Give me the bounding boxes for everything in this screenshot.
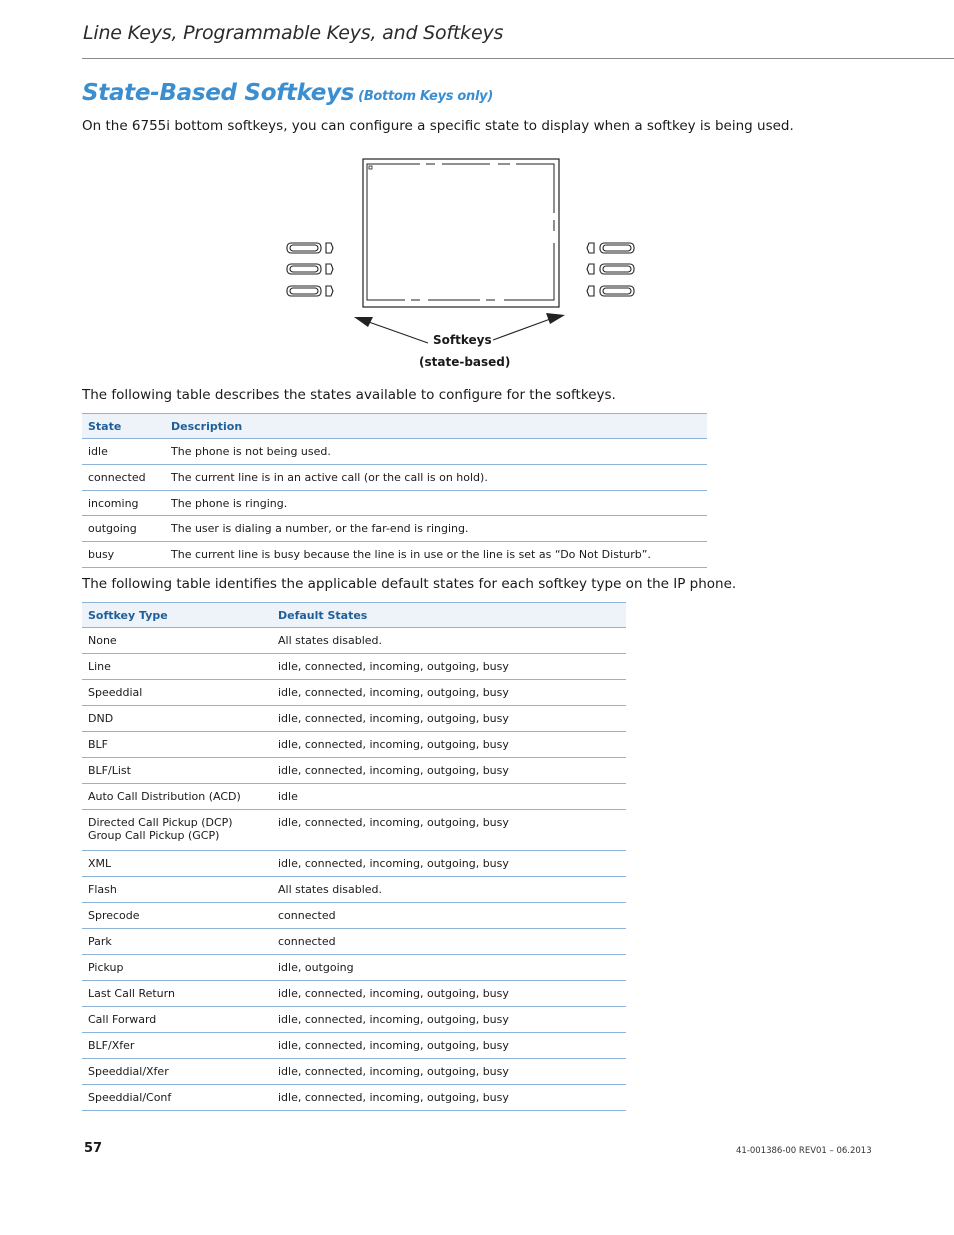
- table-cell: connected: [272, 903, 626, 929]
- table-cell: Pickup: [82, 955, 272, 981]
- table2-intro: The following table identifies the applicable default states for each softkey type on the IP phone.: [82, 576, 737, 592]
- table1-header-description: Description: [165, 414, 707, 439]
- table-cell: idle, connected, incoming, outgoing, busy: [272, 1033, 626, 1059]
- running-header: Line Keys, Programmable Keys, and Softkeys: [83, 22, 504, 44]
- table-cell: Last Call Return: [82, 981, 272, 1007]
- table-cell: The current line is busy because the line is in use or the line is set as “Do Not Disturb”.: [165, 542, 707, 568]
- screen-corner-mark: [369, 166, 372, 169]
- table-cell: idle, connected, incoming, outgoing, busy: [272, 810, 626, 851]
- table-cell: BLF/Xfer: [82, 1033, 272, 1059]
- table2-header-default-states: Default States: [272, 603, 626, 628]
- table-cell: idle, connected, incoming, outgoing, busy: [272, 851, 626, 877]
- softkeys-label: Softkeys: [433, 333, 492, 347]
- table-row: [82, 439, 707, 465]
- table-cell: Sprecode: [82, 903, 272, 929]
- table-cell: idle, connected, incoming, outgoing, busy: [272, 732, 626, 758]
- table-cell: incoming: [82, 490, 165, 516]
- left-callout-arrow-line: [366, 321, 428, 343]
- table-cell: idle: [82, 439, 165, 465]
- table-row: [82, 1033, 626, 1059]
- table-cell: All states disabled.: [272, 877, 626, 903]
- table-cell: None: [82, 628, 272, 654]
- table-cell: idle, connected, incoming, outgoing, busy: [272, 981, 626, 1007]
- right-line-keys: [587, 243, 634, 296]
- left-line-keys: [287, 243, 333, 296]
- table-row: [82, 981, 626, 1007]
- section-title-text: State-Based Softkeys: [82, 80, 355, 106]
- table-row: [82, 542, 707, 568]
- table-cell: The phone is ringing.: [165, 490, 707, 516]
- intro-paragraph: On the 6755i bottom softkeys, you can configure a specific state to display when a softkey is being used.: [82, 118, 794, 134]
- table-cell: connected: [82, 464, 165, 490]
- table1-intro: The following table describes the states available to configure for the softkeys.: [82, 387, 616, 403]
- right-callout-arrow-line: [493, 318, 553, 340]
- table-cell: idle, connected, incoming, outgoing, busy: [272, 706, 626, 732]
- section-title: [82, 80, 493, 106]
- table-cell: XML: [82, 851, 272, 877]
- table-cell: connected: [272, 929, 626, 955]
- table-cell: idle: [272, 784, 626, 810]
- table-row: [82, 758, 626, 784]
- table-cell: Auto Call Distribution (ACD): [82, 784, 272, 810]
- phone-display-diagram: [280, 155, 650, 345]
- table-row: [82, 929, 626, 955]
- state-based-label: (state-based): [419, 355, 511, 369]
- table-cell: idle, connected, incoming, outgoing, busy: [272, 758, 626, 784]
- table-row: [82, 1085, 626, 1111]
- page-number: 57: [84, 1141, 103, 1156]
- display-screen-outer: [363, 159, 559, 307]
- table-cell: DND: [82, 706, 272, 732]
- table-row: [82, 955, 626, 981]
- table-row: [82, 490, 707, 516]
- table1-header-state: State: [82, 414, 165, 439]
- table-row: [82, 1059, 626, 1085]
- table-cell: Park: [82, 929, 272, 955]
- table-cell: BLF/List: [82, 758, 272, 784]
- table-cell: idle, connected, incoming, outgoing, busy: [272, 1007, 626, 1033]
- table-cell: All states disabled.: [272, 628, 626, 654]
- table-cell: Call Forward: [82, 1007, 272, 1033]
- table-cell: idle, connected, incoming, outgoing, busy: [272, 1085, 626, 1111]
- table-row: [82, 784, 626, 810]
- table-cell: Line: [82, 654, 272, 680]
- states-table: [82, 413, 707, 568]
- table-row: [82, 851, 626, 877]
- left-callout-arrow-head: [354, 317, 373, 327]
- table-cell: Speeddial/Conf: [82, 1085, 272, 1111]
- document-id: 41-001386-00 REV01 – 06.2013: [736, 1146, 872, 1156]
- right-callout-arrow-head: [546, 313, 565, 324]
- table-cell: idle, connected, incoming, outgoing, busy: [272, 654, 626, 680]
- table-cell: BLF: [82, 732, 272, 758]
- table-row: [82, 706, 626, 732]
- table-row: [82, 680, 626, 706]
- table-row: [82, 464, 707, 490]
- table-cell: The current line is in an active call (or the call is on hold).: [165, 464, 707, 490]
- table-row: [82, 732, 626, 758]
- header-divider: [82, 58, 954, 59]
- table-cell: busy: [82, 542, 165, 568]
- table-cell: outgoing: [82, 516, 165, 542]
- table-row: [82, 654, 626, 680]
- table-cell: Flash: [82, 877, 272, 903]
- table-cell: Directed Call Pickup (DCP) Group Call Pickup (GCP): [82, 810, 272, 851]
- table-cell: Speeddial: [82, 680, 272, 706]
- table-row: [82, 877, 626, 903]
- table-cell: idle, connected, incoming, outgoing, busy: [272, 1059, 626, 1085]
- table-cell: idle, outgoing: [272, 955, 626, 981]
- table-row: [82, 1007, 626, 1033]
- table-row: [82, 516, 707, 542]
- table-cell: idle, connected, incoming, outgoing, busy: [272, 680, 626, 706]
- table-row: [82, 628, 626, 654]
- table2-header-softkey-type: Softkey Type: [82, 603, 272, 628]
- table-cell: The phone is not being used.: [165, 439, 707, 465]
- table-cell: Speeddial/Xfer: [82, 1059, 272, 1085]
- display-screen-inner: [367, 164, 554, 300]
- softkey-defaults-table: [82, 602, 626, 1111]
- table-row: [82, 903, 626, 929]
- section-subtitle: (Bottom Keys only): [358, 89, 493, 104]
- table-row: [82, 810, 626, 851]
- table-cell: The user is dialing a number, or the far-end is ringing.: [165, 516, 707, 542]
